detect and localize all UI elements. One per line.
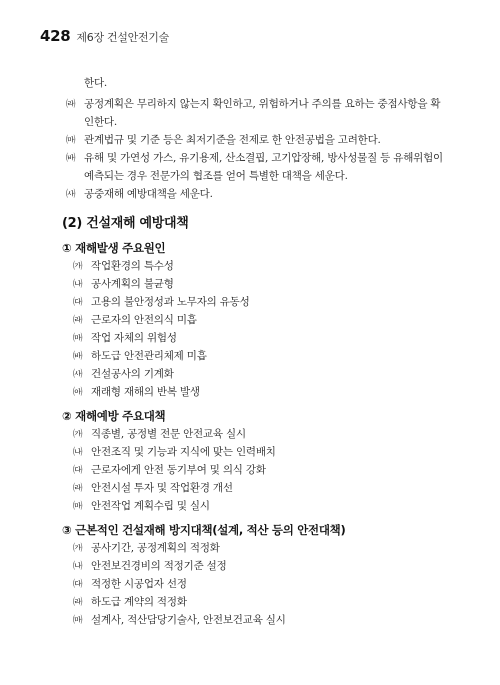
- list-item: [73, 259, 174, 274]
- intro-continuation: 한다.: [84, 77, 108, 89]
- item-marker: ㈓: [73, 351, 83, 362]
- item-text: 재래형 재해의 반복 발생: [91, 386, 200, 398]
- list-item: [73, 385, 200, 400]
- list-item: [73, 499, 210, 514]
- item-text: 하도급 안전관리체제 미흡: [91, 350, 207, 362]
- item-text: 안전작업 계획수립 및 실시: [91, 500, 210, 512]
- chapter-title: 제6장 건설안전기술: [76, 31, 169, 44]
- subsection-heading: ③ 근본적인 건설재해 방지대책(설계, 적산 등의 안전대책): [62, 523, 346, 537]
- section-heading: (2) 건설재해 예방대책: [62, 216, 189, 231]
- list-item: [66, 187, 213, 202]
- list-item: [73, 463, 266, 478]
- item-marker: ㈕: [73, 387, 83, 398]
- item-text: 근로자에게 안전 동기부여 및 의식 강화: [91, 464, 266, 476]
- item-text: 설계사, 적산담당기술사, 안전보건교육 실시: [91, 614, 286, 626]
- subsection-heading: ① 재해발생 주요원인: [62, 241, 166, 255]
- item-marker: ㈏: [73, 561, 83, 572]
- item-text: 관계법규 및 기준 등은 최저기준을 전제로 한 안전공법을 고려한다.: [84, 134, 381, 146]
- item-marker: ㈎: [73, 429, 83, 440]
- item-marker: ㈒: [73, 333, 83, 344]
- list-item: [73, 541, 220, 556]
- item-text: 안전보건경비의 적정기준 설정: [91, 560, 227, 572]
- item-marker: ㈑: [73, 597, 83, 608]
- list-item: [73, 331, 177, 346]
- list-item: [66, 151, 443, 166]
- item-marker: ㈒: [73, 615, 83, 626]
- item-text: 작업 자체의 위험성: [91, 332, 177, 344]
- item-text: 고용의 불안정성과 노무자의 유동성: [91, 296, 250, 308]
- list-item: [73, 349, 207, 364]
- list-item: [73, 313, 197, 328]
- list-item: [73, 595, 187, 610]
- item-text: 공사계획의 불균형: [91, 278, 174, 290]
- item-text: 근로자의 안전의식 미흡: [91, 314, 197, 326]
- page-header: [40, 27, 169, 45]
- item-marker: ㈑: [73, 483, 83, 494]
- item-marker: ㈔: [73, 369, 83, 380]
- item-marker: ㈒: [66, 135, 76, 146]
- list-item: [73, 427, 246, 442]
- list-item: [73, 367, 174, 382]
- item-text: 공사기간, 공정계획의 적정화: [91, 542, 220, 554]
- list-item: [73, 445, 276, 460]
- item-marker: ㈑: [66, 99, 76, 110]
- page-number: 428: [40, 27, 71, 45]
- list-item: [73, 613, 286, 628]
- item-text: 안전조직 및 기능과 지식에 맞는 인력배치: [91, 446, 276, 458]
- item-text: 유해 및 가연성 가스, 유기용제, 산소결핍, 고기압장해, 방사성물질 등 유해위험이: [84, 152, 443, 164]
- item-marker: ㈏: [73, 279, 83, 290]
- item-marker: ㈓: [66, 153, 76, 164]
- list-item: [73, 277, 174, 292]
- item-marker: ㈐: [73, 465, 83, 476]
- item-marker: ㈑: [73, 315, 83, 326]
- list-item: [73, 481, 233, 496]
- list-item: [73, 295, 250, 310]
- item-text: 직종별, 공정별 전문 안전교육 실시: [91, 428, 246, 440]
- item-marker: ㈐: [73, 297, 83, 308]
- item-marker: ㈒: [73, 501, 83, 512]
- item-text: 공중재해 예방대책을 세운다.: [84, 188, 213, 200]
- item-text: 공정계획은 무리하지 않는지 확인하고, 위험하거나 주의를 요하는 중점사항을 확: [84, 98, 441, 110]
- item-text: 건설공사의 기계화: [91, 368, 174, 380]
- item-text-continued: 인한다.: [84, 116, 117, 128]
- item-marker: ㈎: [73, 261, 83, 272]
- item-text-continued: 예측되는 경우 전문가의 협조를 얻어 특별한 대책을 세운다.: [84, 170, 348, 182]
- item-marker: ㈔: [66, 189, 76, 200]
- list-item: [73, 559, 227, 574]
- list-item: [66, 97, 440, 112]
- list-item: [73, 577, 187, 592]
- item-marker: ㈏: [73, 447, 83, 458]
- subsection-heading: ② 재해예방 주요대책: [62, 409, 166, 423]
- item-marker: ㈐: [73, 579, 83, 590]
- item-marker: ㈎: [73, 543, 83, 554]
- list-item: [66, 133, 381, 148]
- item-text: 적정한 시공업자 선정: [91, 578, 187, 590]
- item-text: 안전시설 투자 및 작업환경 개선: [91, 482, 233, 494]
- item-text: 작업환경의 특수성: [91, 260, 174, 272]
- item-text: 하도급 계약의 적정화: [91, 596, 187, 608]
